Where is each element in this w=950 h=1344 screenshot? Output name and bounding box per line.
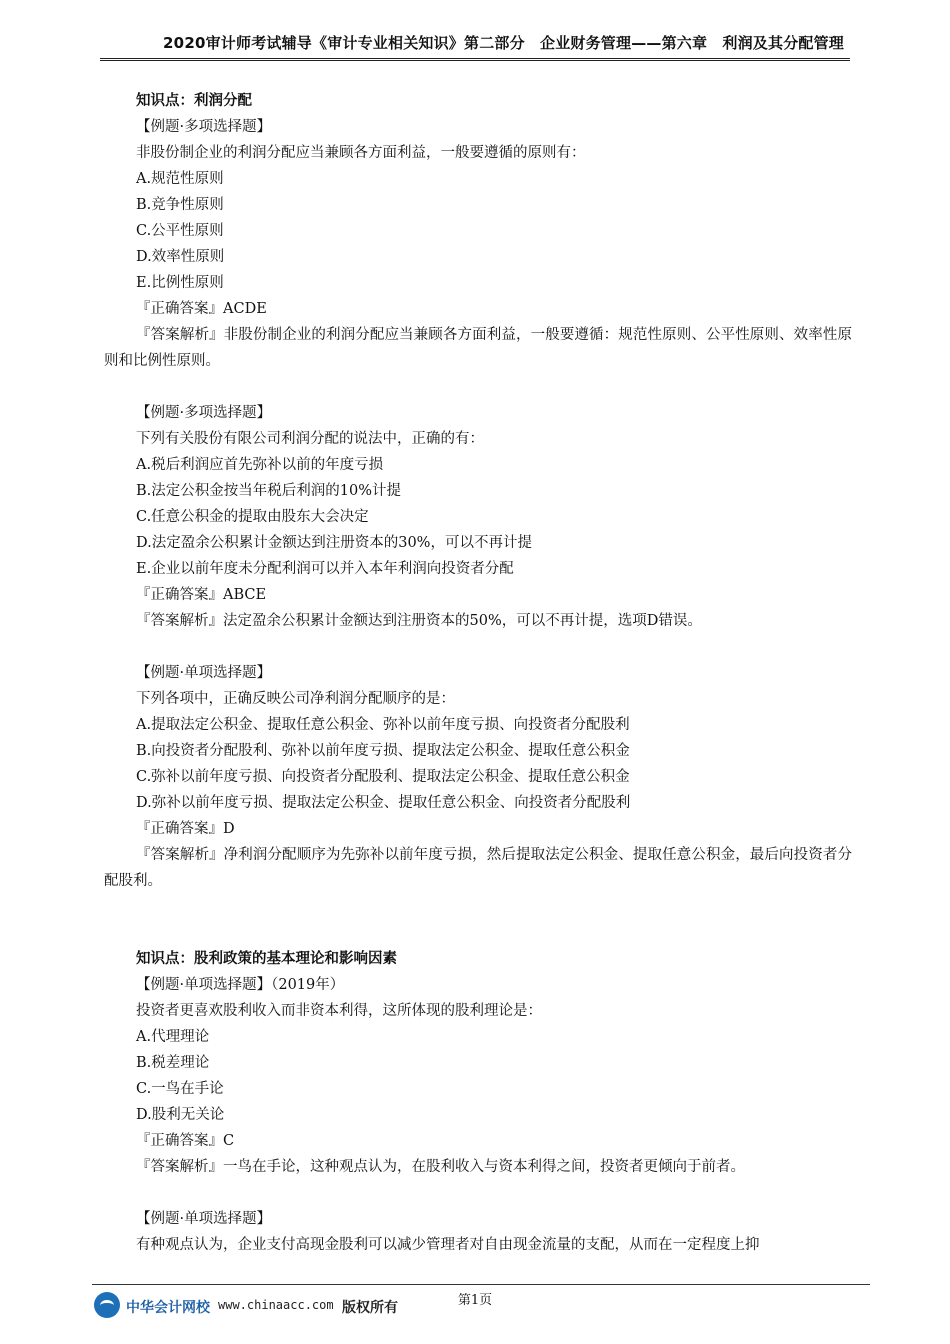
option-b: B.向投资者分配股利、弥补以前年度亏损、提取法定公积金、提取任意公积金 xyxy=(136,743,630,759)
option-a: A.规范性原则 xyxy=(136,171,224,187)
question-label: 【例题·单项选择题】 xyxy=(136,1211,272,1227)
question-stem: 下列各项中，正确反映公司净利润分配顺序的是： xyxy=(136,691,455,707)
option-b: B.竞争性原则 xyxy=(136,197,224,213)
document-body xyxy=(104,88,852,1258)
option-d: D.弥补以前年度亏损、提取法定公积金、提取任意公积金、向投资者分配股利 xyxy=(136,795,631,811)
option-c: C.公平性原则 xyxy=(136,223,224,239)
answer-analysis: 『答案解析』法定盈余公积累计金额达到注册资本的50%，可以不再计提，选项D错误。 xyxy=(136,613,702,629)
option-b: B.税差理论 xyxy=(136,1055,210,1071)
option-d: D.法定盈余公积累计金额达到注册资本的30%，可以不再计提 xyxy=(136,535,532,551)
option-c: C.任意公积金的提取由股东大会决定 xyxy=(136,509,369,525)
question-label: 【例题·单项选择题】 xyxy=(136,977,272,993)
site-url: www.chinaacc.com xyxy=(218,1298,334,1312)
page-number: 第1页 xyxy=(457,1293,493,1308)
option-d: D.效率性原则 xyxy=(136,249,225,265)
question-stem: 非股份制企业的利润分配应当兼顾各方面利益，一般要遵循的原则有： xyxy=(136,145,586,161)
copyright: 版权所有 xyxy=(342,1300,398,1316)
option-a: A.提取法定公积金、提取任意公积金、弥补以前年度亏损、向投资者分配股利 xyxy=(136,717,630,733)
option-d: D.股利无关论 xyxy=(136,1107,225,1123)
page-header xyxy=(100,30,850,61)
correct-answer: 『正确答案』D xyxy=(136,821,235,837)
question-label: 【例题·单项选择题】 xyxy=(136,665,272,681)
question-label: 【例题·多项选择题】 xyxy=(136,405,272,421)
answer-analysis: 『答案解析』净利润分配顺序为先弥补以前年度亏损，然后提取法定公积金、提取任意公积金，最后向投资者分配股利。 xyxy=(104,847,852,889)
option-e: E.比例性原则 xyxy=(136,275,224,291)
footer-divider xyxy=(92,1284,870,1285)
question-stem: 下列有关股份有限公司利润分配的说法中，正确的有： xyxy=(136,431,484,447)
header-title: 2020审计师考试辅导《审计专业相关知识》第二部分 企业财务管理——第六章 利润及其分配管理 xyxy=(163,34,844,52)
question-label-row xyxy=(104,972,852,998)
option-c: C.一鸟在手论 xyxy=(136,1081,224,1097)
answer-analysis: 『答案解析』一鸟在手论，这种观点认为，在股利收入与资本利得之间，投资者更倾向于前者。 xyxy=(136,1159,745,1175)
question-stem: 有种观点认为，企业支付高现金股利可以减少管理者对自由现金流量的支配，从而在一定程度上抑 xyxy=(136,1237,760,1253)
section-title: 知识点：股利政策的基本理论和影响因素 xyxy=(136,951,397,967)
option-a: A.代理理论 xyxy=(136,1029,210,1045)
answer-analysis: 『答案解析』非股份制企业的利润分配应当兼顾各方面利益，一般要遵循：规范性原则、公平性原则、效率性原则和比例性原则。 xyxy=(104,327,852,369)
option-e: E.企业以前年度未分配利润可以并入本年利润向投资者分配 xyxy=(136,561,514,577)
section-title: 知识点：利润分配 xyxy=(136,93,252,109)
question-stem: 投资者更喜欢股利收入而非资本利得，这所体现的股利理论是： xyxy=(136,1003,542,1019)
option-a: A.税后利润应首先弥补以前的年度亏损 xyxy=(136,457,384,473)
logo-icon xyxy=(94,1292,120,1318)
question-year: （2019年） xyxy=(271,977,345,993)
question-label: 【例题·多项选择题】 xyxy=(136,119,272,135)
correct-answer: 『正确答案』C xyxy=(136,1133,235,1149)
correct-answer: 『正确答案』ABCE xyxy=(136,587,267,603)
option-b: B.法定公积金按当年税后利润的10%计提 xyxy=(136,483,401,499)
option-c: C.弥补以前年度亏损、向投资者分配股利、提取法定公积金、提取任意公积金 xyxy=(136,769,630,785)
brand-name: 中华会计网校 xyxy=(126,1300,210,1316)
correct-answer: 『正确答案』ACDE xyxy=(136,301,267,317)
